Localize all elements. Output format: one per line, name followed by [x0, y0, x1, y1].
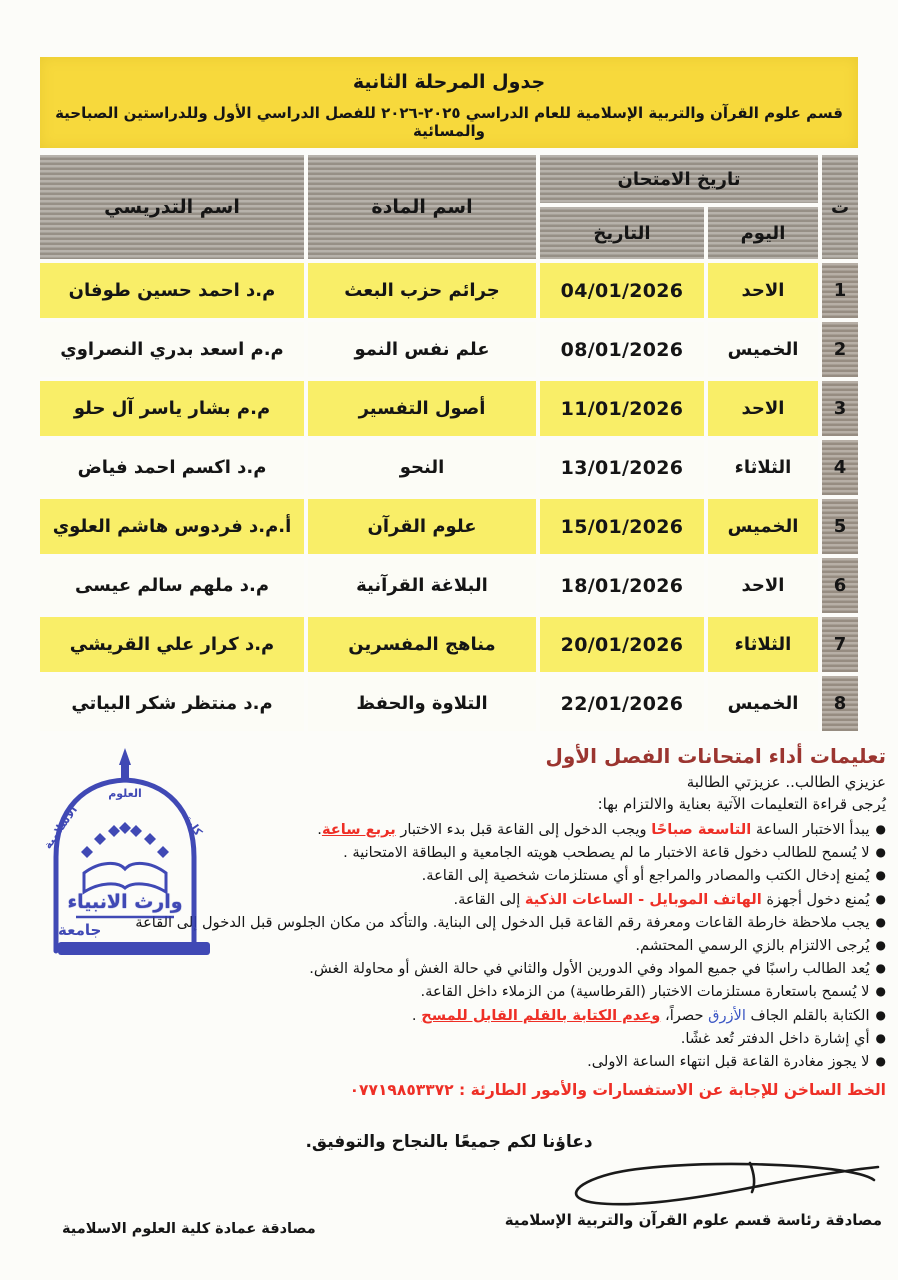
page-title: جدول المرحلة الثانية	[352, 71, 546, 93]
bullet-icon: ●	[875, 984, 886, 999]
table-row	[40, 676, 858, 731]
row-serial: 7	[822, 617, 858, 672]
bullet-icon: ●	[875, 938, 886, 953]
stamp-sub-text: جامعة	[58, 921, 102, 939]
deanship-approval-text: مصادقة عمادة كلية العلوم الاسلامية	[62, 1221, 316, 1237]
instructions-title: تعليمات أداء امتحانات الفصل الأول	[545, 744, 886, 768]
row-day: الاحد	[708, 381, 818, 436]
header-instructor: اسم التدريسي	[40, 155, 304, 259]
row-date: 22/01/2026	[540, 676, 704, 731]
row-instructor: م.د كرار علي القريشي	[40, 617, 304, 672]
stamp-ink-smudge	[58, 942, 210, 955]
row-subject: البلاغة القرآنية	[308, 558, 536, 613]
row-date: 04/01/2026	[540, 263, 704, 318]
table-row	[40, 263, 858, 318]
stamp-graphic	[24, 745, 226, 973]
row-date: 15/01/2026	[540, 499, 704, 554]
row-serial: 5	[822, 499, 858, 554]
table-row	[40, 558, 858, 613]
stamp-arc-word-left: الاسلامية	[41, 803, 80, 852]
instruction-bullet-item	[6, 980, 886, 1003]
header-date: التاريخ	[540, 207, 704, 259]
bullet-icon: ●	[875, 1007, 886, 1022]
row-day: الاحد	[708, 263, 818, 318]
stamp-rays	[81, 822, 169, 858]
row-day: الخميس	[708, 499, 818, 554]
bullet-icon: ●	[875, 868, 886, 883]
college-seal-stamp	[24, 745, 226, 973]
row-serial: 4	[822, 440, 858, 495]
row-instructor: م.م بشار ياسر آل حلو	[40, 381, 304, 436]
hotline-text: الخط الساخن للإجابة عن الاستفسارات والأمور الطارئة : ٠٧٧١٩٨٥٣٣٧٢	[349, 1081, 886, 1100]
instructions-greeting: عزيزي الطالب.. عزيزتي الطالبة	[686, 773, 886, 791]
instruction-bullet-item	[6, 1050, 886, 1073]
row-instructor: أ.م.د فردوس هاشم العلوي	[40, 499, 304, 554]
row-serial: 3	[822, 381, 858, 436]
row-instructor: م.د اكسم احمد فياض	[40, 440, 304, 495]
bullet-text: لا يُسمح باستعارة مستلزمات الاختبار (القرطاسية) من الزملاء داخل القاعة.	[420, 983, 870, 1001]
bullet-text: يجب ملاحظة خارطة القاعات ومعرفة رقم القاعة قبل الدخول إلى البناية. والتأكد من مكان الجلوس قبل الدخول إلى القاعة	[135, 913, 870, 931]
bullet-icon: ●	[875, 914, 886, 929]
bullet-icon: ●	[875, 891, 886, 906]
header-exam-date: تاريخ الامتحان	[540, 155, 818, 203]
table-row	[40, 322, 858, 377]
instructions-intro: يُرجى قراءة التعليمات الآتية بعناية والالتزام بها:	[597, 795, 886, 813]
bullet-text: يُعد الطالب راسبًا في جميع المواد وفي الدورين الأول والثاني في حالة الغش أو محاولة الغش.	[309, 960, 870, 978]
bullet-icon: ●	[875, 1030, 886, 1045]
table-row	[40, 617, 858, 672]
row-date: 11/01/2026	[540, 381, 704, 436]
bullet-text: يُمنع إدخال الكتب والمصادر والمراجع أو أي مستلزمات شخصية إلى القاعة.	[421, 867, 870, 885]
row-instructor: م.د ملهم سالم عيسى	[40, 558, 304, 613]
bullet-icon: ●	[875, 961, 886, 976]
row-day: الثلاثاء	[708, 440, 818, 495]
title-banner	[40, 57, 858, 148]
header-serial: ت	[822, 155, 858, 259]
row-day: الخميس	[708, 322, 818, 377]
instruction-bullet-item	[6, 1004, 886, 1027]
row-subject: النحو	[308, 440, 536, 495]
row-subject: جرائم حزب البعث	[308, 263, 536, 318]
bullet-text: يبدأ الاختبار الساعة التاسعة صباحًا ويجب الدخول إلى القاعة قبل بدء الاختبار بربع ساعة.	[317, 821, 870, 838]
department-approval-text: مصادقة رئاسة قسم علوم القرآن والتربية الإسلامية	[504, 1211, 882, 1229]
row-day: الاحد	[708, 558, 818, 613]
row-subject: التلاوة والحفظ	[308, 676, 536, 731]
row-serial: 1	[822, 263, 858, 318]
row-day: الخميس	[708, 676, 818, 731]
row-date: 13/01/2026	[540, 440, 704, 495]
row-subject: علم نفس النمو	[308, 322, 536, 377]
bullet-text: لا يُسمح للطالب دخول قاعة الاختبار ما لم يصطحب هويته الجامعية و البطاقة الامتحانية .	[343, 844, 870, 862]
row-serial: 2	[822, 322, 858, 377]
bullet-text: يُرجى الالتزام بالزي الرسمي المحتشم.	[635, 937, 870, 955]
bullet-icon: ●	[875, 1054, 886, 1069]
row-instructor: م.د منتظر شكر البياتي	[40, 676, 304, 731]
signature	[552, 1156, 888, 1216]
instruction-bullet-item	[6, 1027, 886, 1050]
row-subject: مناهج المفسرين	[308, 617, 536, 672]
row-serial: 8	[822, 676, 858, 731]
stamp-arc-word-right: كلية	[181, 812, 205, 839]
bullet-text: يُمنع دخول أجهزة الهاتف الموبايل - الساعات الذكية إلى القاعة.	[453, 890, 870, 908]
stamp-arc-word-top: العلوم	[108, 787, 142, 800]
stamp-main-text: وارث الانبياء	[67, 891, 183, 913]
bullet-text: الكتابة بالقلم الجاف الأزرق حصراً، وعدم الكتابة بالقلم القابل للمسح .	[411, 1006, 870, 1024]
header-subject: اسم المادة	[308, 155, 536, 259]
stamp-open-book	[84, 863, 166, 892]
row-instructor: م.م اسعد بدري النصراوي	[40, 322, 304, 377]
row-subject: أصول التفسير	[308, 381, 536, 436]
row-day: الثلاثاء	[708, 617, 818, 672]
table-row	[40, 381, 858, 436]
row-instructor: م.د احمد حسين طوفان	[40, 263, 304, 318]
bullet-icon: ●	[875, 845, 886, 860]
row-date: 18/01/2026	[540, 558, 704, 613]
row-subject: علوم القرآن	[308, 499, 536, 554]
exam-schedule-table	[36, 151, 862, 735]
page-subtitle: قسم علوم القرآن والتربية الإسلامية للعام الدراسي ٢٠٢٥-٢٠٢٦ للفصل الدراسي الأول وللدراستين الصباحية والمسائية	[55, 104, 843, 140]
header-day: اليوم	[708, 207, 818, 259]
row-serial: 6	[822, 558, 858, 613]
table-row	[40, 440, 858, 495]
table-row	[40, 499, 858, 554]
bullet-text: لا يجوز مغادرة القاعة قبل انتهاء الساعة الاولى.	[587, 1053, 870, 1071]
prayer-line: دعاؤنا لكم جميعًا بالنجاح والتوفيق.	[305, 1132, 593, 1152]
stamp-minaret-pen	[119, 748, 131, 782]
table-header-row-1	[40, 155, 858, 203]
row-date: 20/01/2026	[540, 617, 704, 672]
row-date: 08/01/2026	[540, 322, 704, 377]
bullet-text: أي إشارة داخل الدفتر تُعد غشًا.	[680, 1029, 870, 1047]
bullet-icon: ●	[875, 822, 886, 836]
